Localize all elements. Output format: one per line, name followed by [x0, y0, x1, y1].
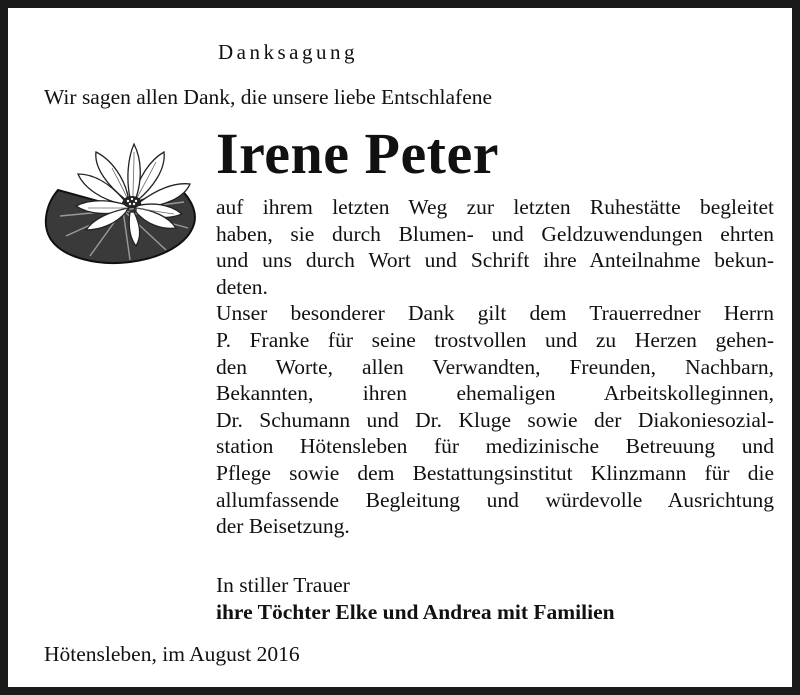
text-line: Unser besonderer Dank gilt dem Trauerredner Herrn: [216, 301, 774, 326]
deceased-name: Irene Peter: [216, 121, 499, 186]
text-line: auf ihrem letzten Weg zur letzten Ruhestätte begleitet: [216, 195, 774, 219]
closing-block: [216, 572, 615, 626]
text-line: Dr. Schumann und Dr. Kluge sowie der Diakoniesozial-: [216, 407, 774, 432]
text-line: P. Franke für seine trostvollen und zu Herzen gehen-: [216, 327, 774, 352]
intro-text: Wir sagen allen Dank, die unsere liebe Entschlafene: [44, 85, 493, 109]
text-line: der Beisetzung.: [216, 514, 350, 539]
text-line: allumfassende Begleitung und würdevolle Ausrichtung: [216, 487, 774, 512]
text-line: den Worte, allen Verwandten, Freunden, Nachbarn,: [216, 354, 774, 379]
text-line: deten.: [216, 274, 268, 299]
acknowledgement-text: [216, 194, 774, 540]
signers: ihre Töchter Elke und Andrea mit Familien: [216, 600, 615, 624]
text-line: station Hötensleben für medizinische Betreuung und: [216, 434, 774, 459]
notice-heading: Danksagung: [218, 40, 358, 64]
text-line: Bekannten, ihren ehemaligen Arbeitskolleginnen,: [216, 381, 774, 406]
closing-phrase: In stiller Trauer: [216, 573, 350, 597]
text-line: haben, sie durch Blumen- und Geldzuwendungen ehrten: [216, 221, 774, 246]
place-date: Hötensleben, im August 2016: [44, 642, 300, 666]
text-line: Pflege sowie dem Bestattungsinstitut Klinzmann für die: [216, 460, 774, 485]
text-line: und uns durch Wort und Schrift ihre Anteilnahme bekun-: [216, 248, 774, 273]
water-lily-icon: [38, 138, 208, 268]
